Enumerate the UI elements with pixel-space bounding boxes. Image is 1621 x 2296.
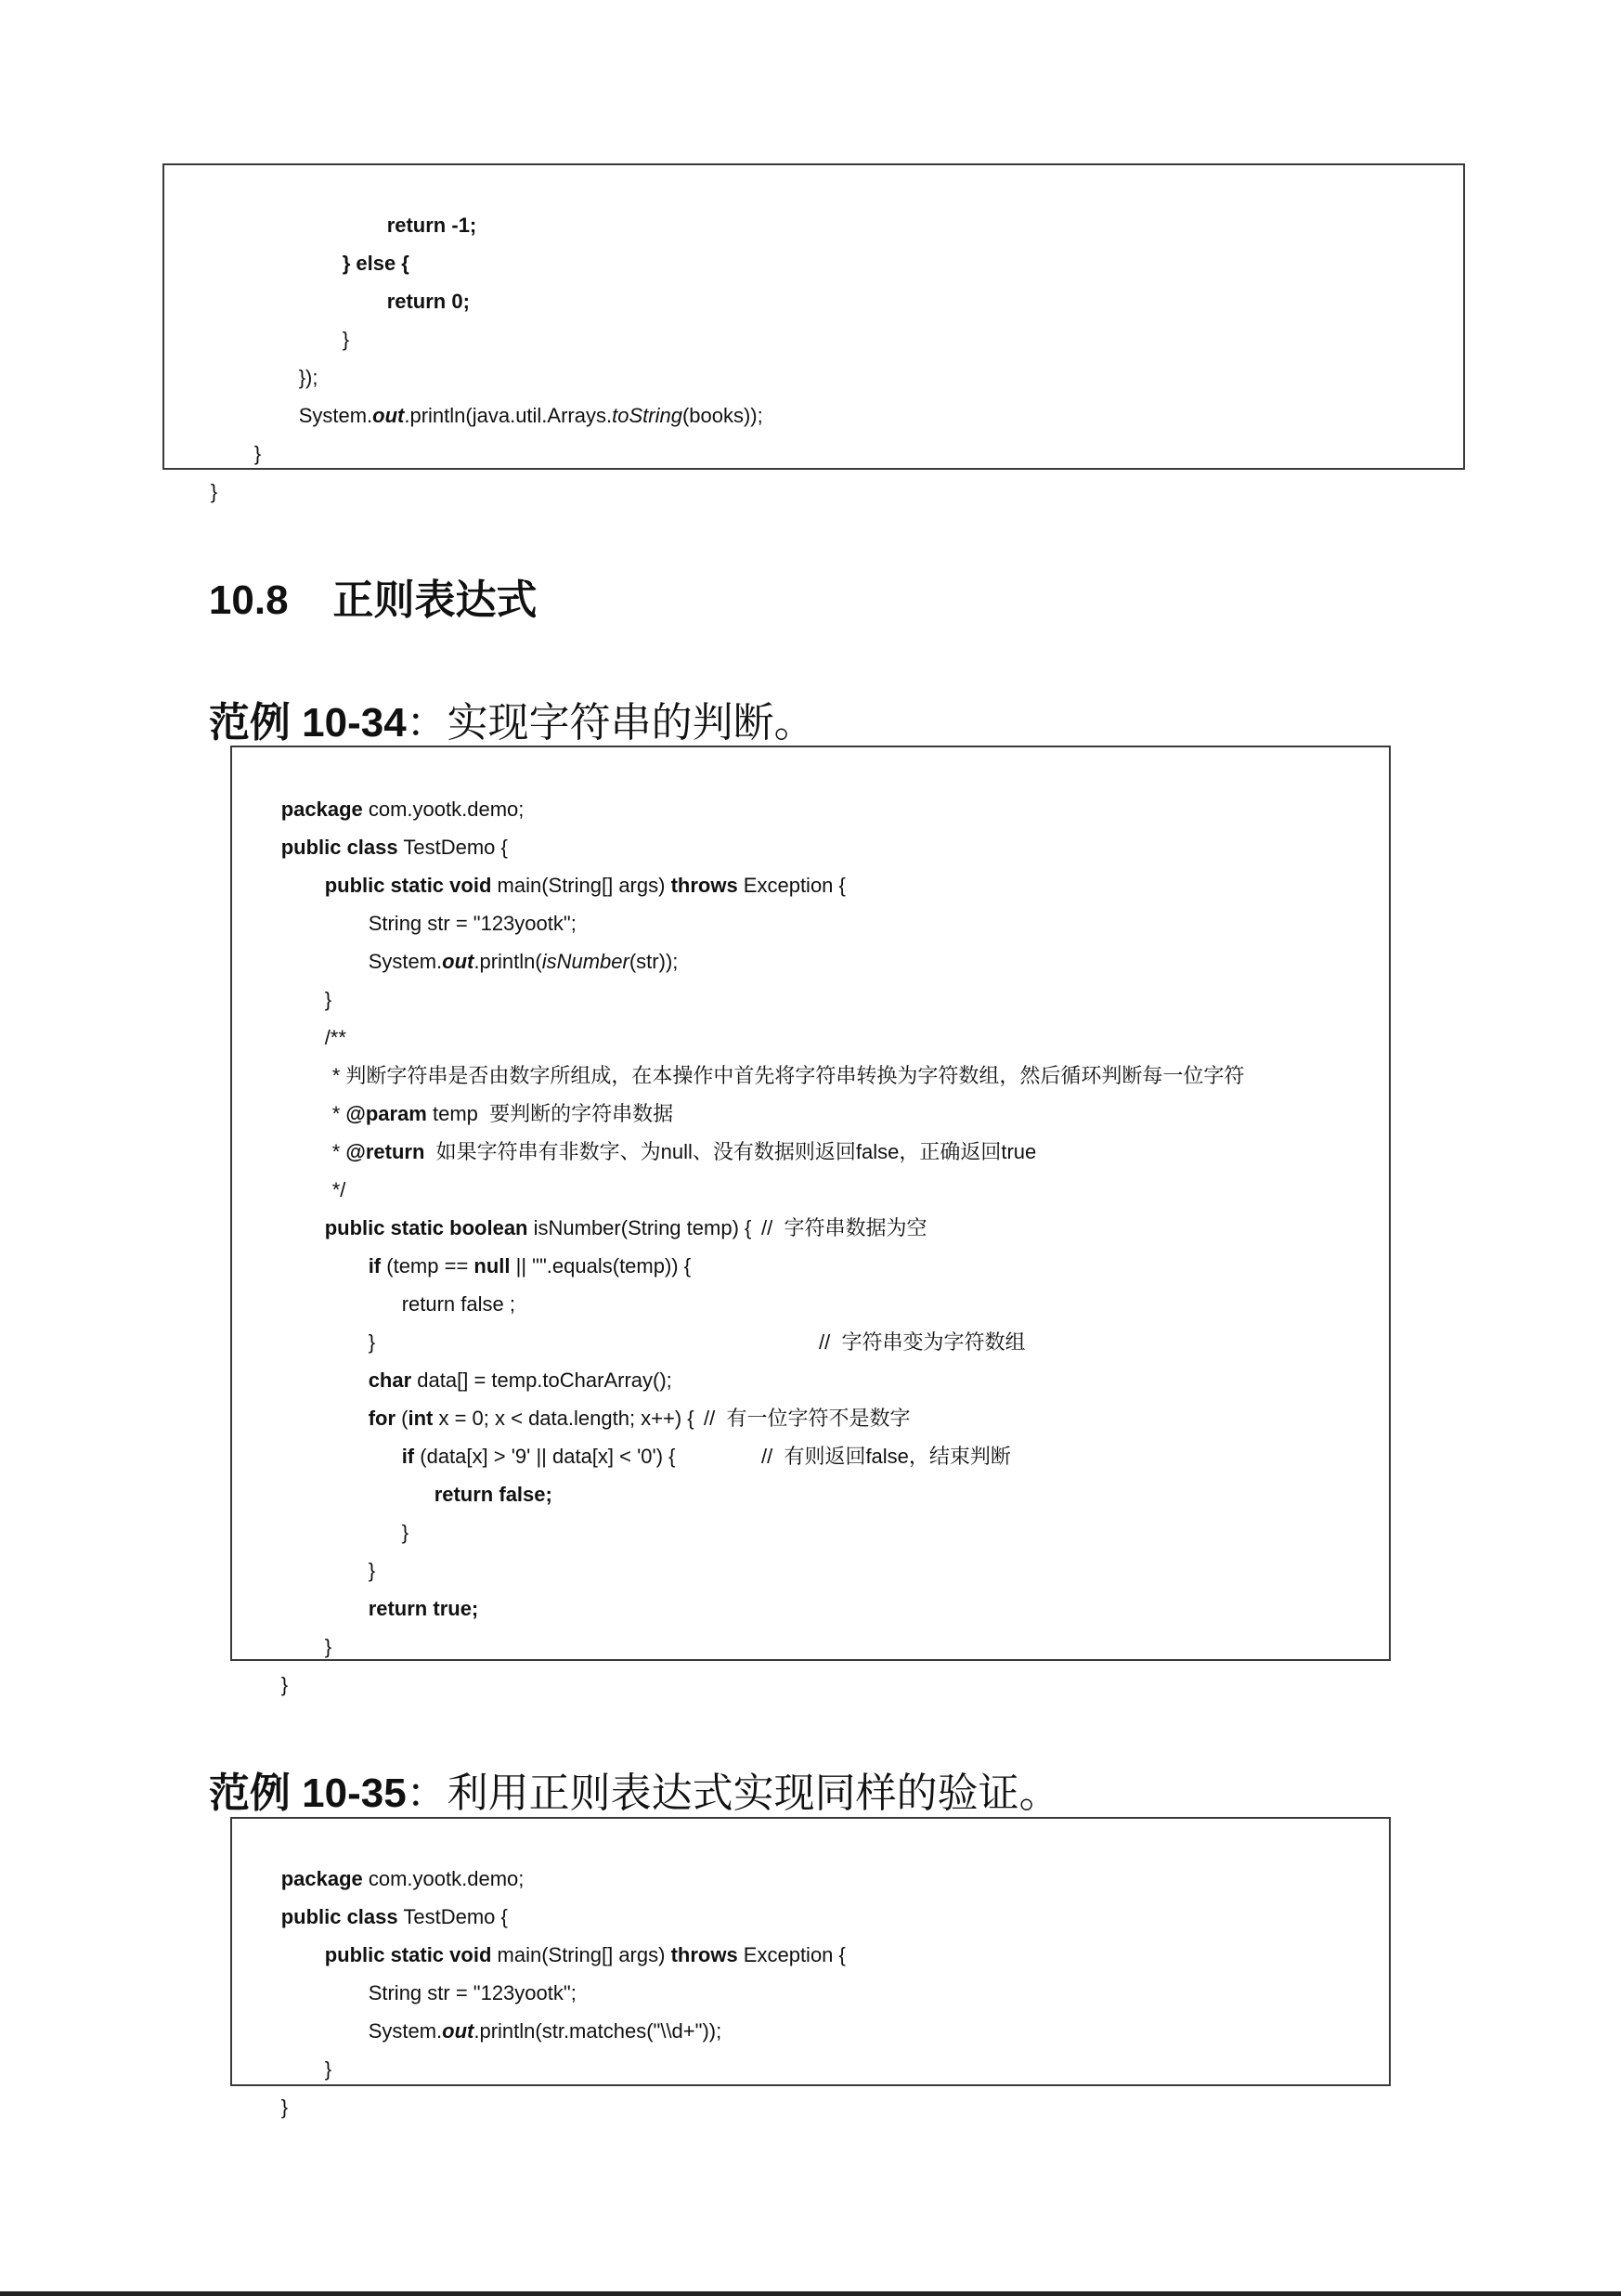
- code-line: [232, 1057, 1389, 1125]
- code-line: [232, 1323, 1389, 1392]
- code-text: System.out.println(java.util.Arrays.toString(books));: [298, 404, 763, 427]
- code-line: [164, 320, 1463, 389]
- code-line: [232, 1095, 1389, 1163]
- code-comment: // 有一位字符不是数字: [704, 1407, 911, 1430]
- code-line: [164, 244, 1463, 313]
- code-text: }: [324, 2057, 332, 2081]
- code-text: char data[] = temp.toCharArray();: [368, 1369, 672, 1392]
- example-label: 范例 10-34: [208, 700, 407, 746]
- code-line: [164, 282, 1463, 351]
- code-line: [164, 435, 1463, 503]
- section-number: 10.8: [208, 577, 289, 623]
- code-comment: // 字符串变为字符数组: [819, 1330, 1026, 1354]
- code-text: public static void main(String[] args) throws Exception {: [324, 1943, 846, 1966]
- code-text: return false ;: [401, 1292, 515, 1316]
- code-text: public static void main(String[] args) throws Exception {: [324, 874, 846, 897]
- example-separator: ：: [406, 700, 447, 746]
- page-bottom-rule: [0, 2291, 1621, 2296]
- code-line: [232, 1133, 1389, 1201]
- code-text: if (temp == null || "".equals(temp)) {: [368, 1254, 692, 1278]
- code-text: String str = "123yootk";: [368, 1981, 577, 2004]
- section-title: 正则表达式: [332, 577, 538, 623]
- code-line: [232, 2050, 1389, 2119]
- code-text: for (int x = 0; x < data.length; x++) {: [368, 1407, 694, 1430]
- code-line: [232, 1551, 1389, 1620]
- code-line: [164, 396, 1463, 465]
- code-text: return true;: [368, 1597, 479, 1620]
- code-text: }: [368, 1559, 376, 1582]
- code-line: [232, 1898, 1389, 1966]
- code-text: */: [331, 1178, 346, 1201]
- code-line: [232, 1822, 1389, 1890]
- code-block-top: [162, 163, 1465, 503]
- code-text: }: [280, 2095, 289, 2119]
- code-text: } else {: [342, 252, 409, 275]
- code-line: [232, 790, 1389, 859]
- example-label: 范例 10-35: [208, 1771, 407, 1816]
- code-line: [232, 1247, 1389, 1316]
- example-description: 实现字符串的判断。: [447, 700, 815, 746]
- example-description: 利用正则表达式实现同样的验证。: [447, 1771, 1060, 1816]
- code-text: public class TestDemo {: [280, 1905, 508, 1928]
- code-line: [164, 206, 1463, 275]
- code-text: }: [401, 1521, 409, 1544]
- code-text: package com.yootk.demo;: [280, 798, 525, 821]
- code-text: * 判断字符串是否由数字所组成，在本操作中首先将字符串转换为字符数组，然后循环判断每一位字符: [331, 1064, 1245, 1087]
- code-block-example-35: [230, 1817, 1391, 2119]
- code-text: public class TestDemo {: [280, 836, 508, 859]
- code-line: [232, 828, 1389, 897]
- code-line: [232, 752, 1389, 821]
- code-line: [232, 1936, 1389, 2004]
- code-line: [232, 1974, 1389, 2043]
- code-text: System.out.println(isNumber(str));: [368, 950, 679, 973]
- code-text: if (data[x] > '9' || data[x] < '0') {: [401, 1445, 676, 1468]
- code-text: }: [280, 1673, 289, 1696]
- code-text: * @return 如果字符串有非数字、为null、没有数据则返回false，正确返回true: [331, 1140, 1037, 1163]
- code-text: package com.yootk.demo;: [280, 1867, 525, 1890]
- code-text: * @param temp 要判断的字符串数据: [331, 1102, 674, 1125]
- code-line: [232, 1628, 1389, 1696]
- code-text: /**: [324, 1026, 346, 1049]
- code-text: }: [368, 1330, 376, 1354]
- example-separator: ：: [406, 1771, 447, 1816]
- code-comment: // 有则返回false，结束判断: [761, 1445, 1011, 1468]
- code-line: [164, 168, 1463, 237]
- code-text: return false;: [434, 1483, 552, 1506]
- code-text: return 0;: [386, 290, 470, 313]
- code-text: return -1;: [386, 214, 477, 237]
- code-text: }: [253, 442, 262, 465]
- code-block-example-34: [230, 746, 1391, 1696]
- code-line: [232, 1437, 1389, 1506]
- code-line: [232, 1209, 1389, 1278]
- code-line: [232, 1513, 1389, 1582]
- code-text: }: [342, 328, 350, 351]
- code-line: [232, 866, 1389, 935]
- code-text: }: [210, 480, 218, 503]
- code-text: }: [324, 1635, 332, 1658]
- code-text: });: [298, 366, 318, 389]
- code-line: [232, 904, 1389, 973]
- code-text: System.out.println(str.matches("\\d+"));: [368, 2019, 722, 2043]
- code-line: [232, 980, 1389, 1049]
- code-line: [232, 1860, 1389, 1928]
- code-text: }: [324, 988, 332, 1011]
- code-line: [232, 1475, 1389, 1544]
- code-text: String str = "123yootk";: [368, 912, 577, 935]
- code-line: [232, 1018, 1389, 1087]
- code-text: public static boolean isNumber(String temp) {: [324, 1216, 752, 1239]
- code-line: [232, 1589, 1389, 1658]
- code-line: [232, 2012, 1389, 2081]
- code-line: [164, 358, 1463, 427]
- code-comment: // 字符串数据为空: [761, 1216, 927, 1239]
- code-line: [232, 942, 1389, 1011]
